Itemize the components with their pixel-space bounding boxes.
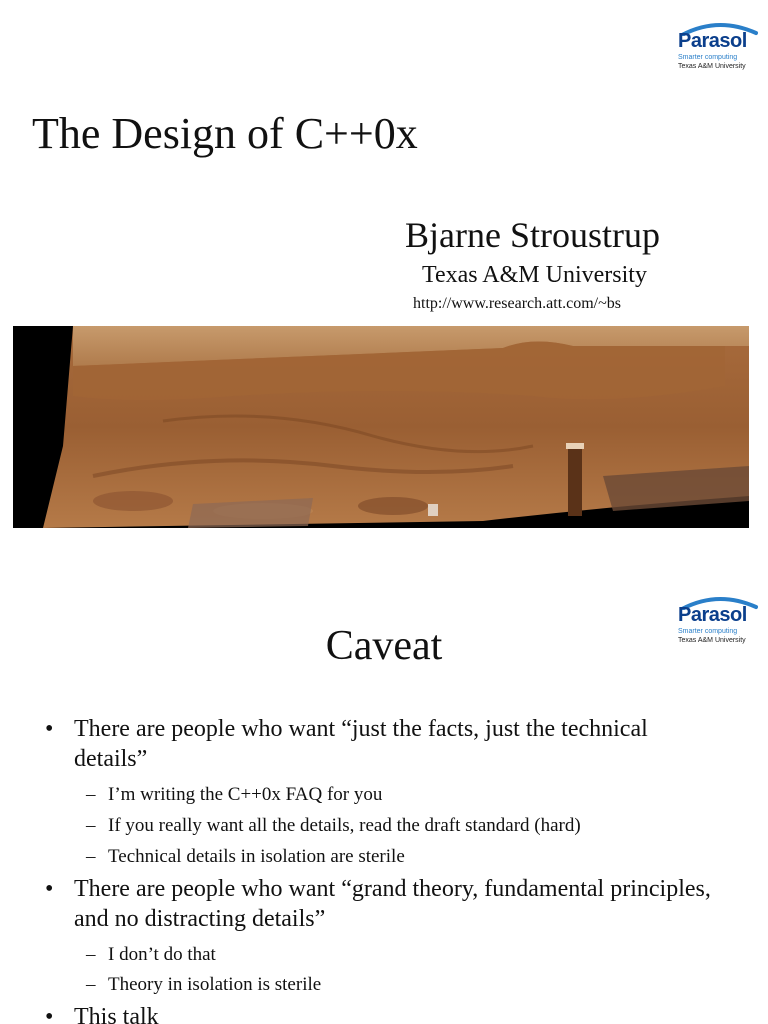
logo-tagline: Smarter computing (678, 54, 738, 61)
dash-icon: – (86, 846, 96, 867)
slide-title: The Design of C++0x (32, 109, 418, 158)
dash-icon: – (86, 974, 96, 995)
author-url: http://www.research.att.com/~bs (413, 295, 622, 312)
dash-icon: – (86, 944, 96, 965)
sub-bullet-text: Theory in isolation is sterile (108, 974, 322, 995)
slide-title: Caveat (325, 623, 443, 669)
author-affiliation: Texas A&M University (422, 262, 647, 288)
author-name: Bjarne Stroustrup (405, 215, 660, 255)
bullet-icon: • (45, 716, 54, 742)
dash-icon: – (86, 815, 96, 836)
bullet-text: There are people who want “grand theory, fundamental principles, and no distracting details” (74, 876, 711, 932)
bullet-text: There are people who want “just the facts, just the technical details” (74, 716, 648, 772)
sub-bullet-text: I’m writing the C++0x FAQ for you (108, 784, 383, 805)
logo-institution: Texas A&M University (678, 63, 746, 70)
sub-bullet-text: I don’t do that (108, 944, 216, 965)
bullet-icon: • (45, 1004, 54, 1024)
mars-panorama-image (13, 326, 749, 528)
bullet-text: This talk (74, 1004, 159, 1024)
parasol-logo (676, 22, 762, 76)
logo-tagline: Smarter computing (678, 628, 738, 635)
dash-icon: – (86, 784, 96, 805)
logo-brand: Parasol (678, 30, 747, 52)
caveat-slide (0, 560, 768, 1024)
logo-institution: Texas A&M University (678, 637, 746, 644)
bullet-icon: • (45, 876, 54, 902)
sub-bullet-text: Technical details in isolation are sterile (108, 846, 405, 867)
sub-bullet-text: If you really want all the details, read the draft standard (hard) (108, 815, 581, 836)
logo-brand: Parasol (678, 604, 747, 626)
